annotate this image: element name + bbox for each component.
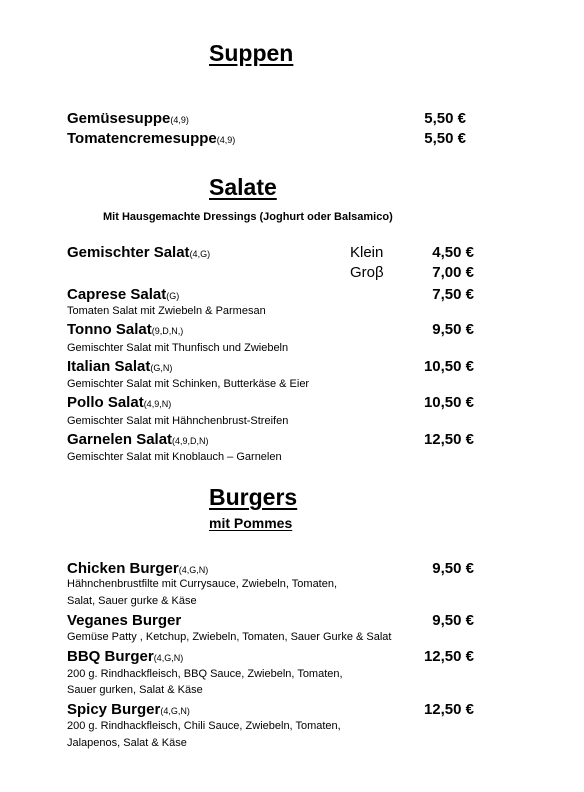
allergen-code: (4,G,N)	[178, 565, 209, 575]
menu-item-bbq-burger	[67, 648, 183, 665]
size-small-price: 4,50 €	[432, 244, 474, 261]
item-name: Pollo Salat	[67, 394, 144, 411]
item-description: Tomaten Salat mit Zwiebeln & Parmesan	[67, 305, 266, 317]
item-name: Italian Salat	[67, 358, 151, 375]
item-name: Caprese Salat	[67, 286, 167, 303]
salate-heading: Salate	[209, 174, 277, 200]
item-description-line2: Salat, Sauer gurke & Käse	[67, 595, 197, 607]
size-large-label: Groβ	[350, 264, 384, 281]
item-price: 12,50 €	[423, 701, 474, 718]
item-description: Gemischter Salat mit Knoblauch – Garnelen	[67, 451, 282, 463]
item-name: Chicken Burger	[67, 560, 179, 577]
item-price: 9,50 €	[432, 321, 474, 338]
item-price: 7,50 €	[432, 286, 474, 303]
allergen-code: (4,9)	[170, 115, 189, 125]
item-description-line2: Sauer gurken, Salat & Käse	[67, 684, 203, 696]
menu-item-chicken-burger	[67, 560, 208, 577]
allergen-code: (4,G,N)	[153, 653, 184, 663]
item-price: 5,50 €	[424, 130, 466, 147]
item-name: Garnelen Salat	[67, 431, 173, 448]
burgers-subheading: mit Pommes	[209, 515, 293, 531]
item-description-line1: Hähnchenbrustfilte mit Currysauce, Zwiebeln, Tomaten,	[67, 578, 338, 590]
menu-item-gemuesesuppe	[67, 110, 189, 127]
item-name: Veganes Burger	[67, 612, 182, 629]
menu-item-italian-salat	[67, 358, 172, 375]
menu-item-tomatencremesuppe	[67, 130, 235, 147]
dressing-note: Mit Hausgemachte Dressings (Joghurt oder Balsamico)	[103, 211, 393, 223]
item-description: Gemischter Salat mit Schinken, Butterkäse & Eier	[67, 378, 310, 390]
item-description: Gemischter Salat mit Thunfisch und Zwiebeln	[67, 342, 289, 354]
menu-item-pollo-salat	[67, 394, 171, 411]
suppen-heading: Suppen	[209, 40, 294, 66]
burgers-heading: Burgers	[209, 484, 298, 510]
size-large-price: 7,00 €	[432, 264, 474, 281]
allergen-code: (4,9,N)	[143, 399, 172, 409]
item-price: 12,50 €	[423, 648, 474, 665]
item-description-line1: 200 g. Rindhackfleisch, BBQ Sauce, Zwiebeln, Tomaten,	[67, 668, 343, 680]
allergen-code: (G)	[166, 291, 180, 301]
menu-item-tonno-salat	[67, 321, 183, 338]
allergen-code: (4,G)	[189, 249, 211, 259]
allergen-code: (9,D,N,)	[151, 326, 184, 336]
menu-item-spicy-burger	[67, 701, 190, 718]
item-name: Spicy Burger	[67, 701, 161, 718]
allergen-code: (4,9)	[216, 135, 236, 145]
item-name: Tonno Salat	[67, 321, 152, 338]
item-description-line1: 200 g. Rindhackfleisch, Chili Sauce, Zwiebeln, Tomaten,	[67, 720, 341, 732]
item-description-line2: Jalapenos, Salat & Käse	[67, 737, 187, 749]
item-name: Gemischter Salat	[67, 244, 190, 261]
item-name: Tomatencremesuppe	[67, 130, 217, 147]
menu-item-caprese-salat	[67, 286, 179, 303]
item-price: 9,50 €	[432, 560, 474, 577]
menu-item-garnelen-salat	[67, 431, 209, 448]
allergen-code: (4,G,N)	[160, 706, 190, 716]
item-name: Gemüsesuppe	[67, 110, 171, 127]
item-description-line1: Gemüse Patty , Ketchup, Zwiebeln, Tomaten, Sauer Gurke & Salat	[67, 631, 392, 643]
menu-item-veganes-burger	[67, 612, 181, 629]
item-price: 12,50 €	[423, 431, 474, 448]
item-description: Gemischter Salat mit Hähnchenbrust-Streifen	[67, 415, 289, 427]
item-price: 10,50 €	[423, 394, 474, 411]
item-price: 9,50 €	[432, 612, 474, 629]
allergen-code: (4,9,D,N)	[172, 436, 209, 446]
size-small-label: Klein	[350, 244, 384, 261]
item-name: BBQ Burger	[67, 648, 154, 665]
menu-item-gemischter-salat	[67, 244, 210, 261]
allergen-code: (G,N)	[150, 363, 173, 373]
item-price: 10,50 €	[423, 358, 474, 375]
item-price: 5,50 €	[424, 110, 466, 127]
